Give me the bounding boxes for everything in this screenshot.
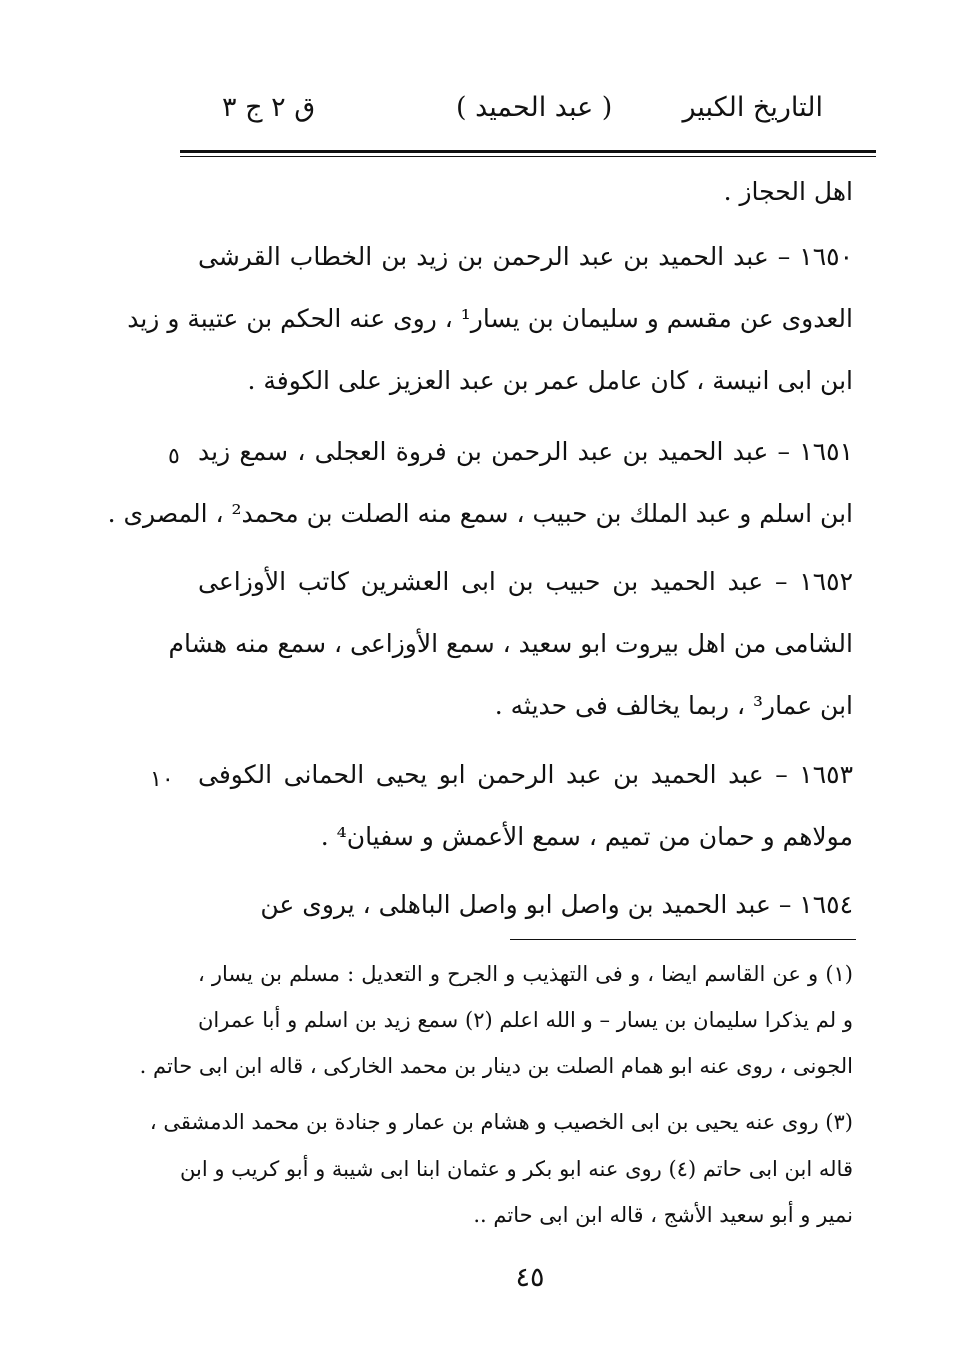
- footnote-rule: [510, 939, 856, 940]
- body-line: ابن عمار³ ، ربما يخالف فى حديثه .: [494, 691, 853, 720]
- running-entry: ( عبد الحميد ): [456, 92, 613, 123]
- footnote-line: الجونى ، روى عنه ابو همام الصلت بن دينار بن محمد الخارکی ، قاله ابن ابى حاتم .: [139, 1054, 853, 1078]
- page-number: ٤٥: [515, 1262, 545, 1293]
- margin-line-number: ١٠: [150, 767, 174, 792]
- body-line: ابن ابى انيسة ، كان عامل عمر بن عبد العزيز على الكوفة .: [247, 366, 853, 395]
- body-line: ١٦٥٠ – عبد الحميد بن عبد الرحمن بن زيد بن الخطاب القرشى: [198, 242, 853, 271]
- body-line: ١٦٥٤ – عبد الحميد بن واصل ابو واصل الباهلى ، يروى عن: [260, 890, 853, 919]
- body-line: العدوى عن مقسم و سليمان بن يسار¹ ، روى عنه الحكم بن عتيبة و زيد: [127, 304, 853, 333]
- body-line: ١٦٥٢ – عبد الحميد بن حبيب بن ابى العشرين كاتب الأوزاعى: [198, 567, 853, 596]
- footnote-line: و لم يذكرا سليمان بن يسار – و الله اعلم (٢) سمع زيد بن اسلم و أبا عمران: [198, 1008, 854, 1032]
- margin-line-number: ٥: [168, 444, 180, 469]
- header-rule-thin: [180, 156, 876, 157]
- body-line: اهل الحجاز .: [723, 177, 853, 206]
- body-line: الشامى من اهل بيروت ابو سعيد ، سمع الأوزاعى ، سمع منه هشام: [168, 629, 853, 658]
- body-line: ابن اسلم و عبد الملك بن حبيب ، سمع منه الصلت بن محمد² ، المصرى .: [107, 499, 853, 528]
- header-rule-thick: [180, 150, 876, 153]
- body-line: ١٦٥٣ – عبد الحميد بن عبد الرحمن ابو يحيى الحمانى الكوفى: [198, 760, 853, 789]
- footnote-line: قاله ابن ابى حاتم (٤) روى عنه ابو بكر و عثمان ابنا ابى شيبة و أبو كريب و ابن: [180, 1157, 853, 1181]
- running-volume: ق ٢ ج ٣: [222, 92, 316, 123]
- body-line: مولاهم و حمان من تميم ، سمع الأعمش و سفيان⁴ .: [320, 822, 853, 851]
- footnote-line: نمير و أبو سعيد الأشج ، قاله ابن ابى حاتم ..: [473, 1203, 853, 1227]
- body-line: ١٦٥١ – عبد الحميد بن عبد الرحمن بن فروة العجلى ، سمع زيد: [198, 437, 853, 466]
- footnote-line: (١) و عن القاسم ايضا ، و فى التهذيب و الجرح و التعديل : مسلم بن يسار ،: [198, 962, 853, 986]
- footnote-line: (٣) روى عنه يحيى بن ابى الخصيب و هشام بن عمار و جنادة بن محمد الدمشقى ،: [149, 1110, 853, 1134]
- running-title: التاريخ الكبير: [682, 92, 823, 123]
